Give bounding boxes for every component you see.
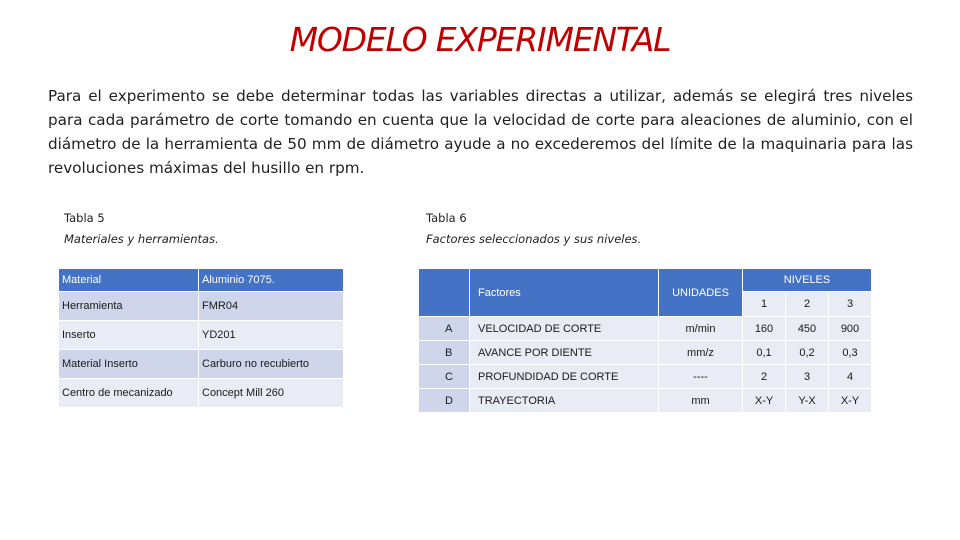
table-cell-label: Inserto (59, 321, 199, 350)
table-cell-level: 450 (786, 317, 829, 341)
table-header-unidades: UNIDADES (659, 269, 743, 317)
table-cell-code: D (419, 389, 470, 413)
table-cell-level: 0,1 (743, 341, 786, 365)
table-cell-code: B (419, 341, 470, 365)
table-row (59, 292, 344, 321)
table-cell-value: Concept Mill 260 (199, 379, 344, 408)
page-title: MODELO EXPERIMENTAL (289, 20, 671, 59)
table-row (59, 350, 344, 379)
table-header-factores: Factores (470, 269, 659, 317)
table-header-level: 2 (786, 292, 829, 317)
table-cell-level: X-Y (743, 389, 786, 413)
table-cell-code: A (419, 317, 470, 341)
table-cell-unit: mm (659, 389, 743, 413)
table-header-empty (419, 269, 470, 317)
table-cell-level: 3 (786, 365, 829, 389)
table-cell-unit: m/min (659, 317, 743, 341)
materials-table (58, 268, 344, 408)
table-cell-level: 2 (743, 365, 786, 389)
table-row (419, 317, 872, 341)
table-cell-unit: ---- (659, 365, 743, 389)
table-cell-unit: mm/z (659, 341, 743, 365)
table-cell-level: 0,3 (829, 341, 872, 365)
table-cell-level: X-Y (829, 389, 872, 413)
table-cell-level: 0,2 (786, 341, 829, 365)
table-row (59, 321, 344, 350)
table-header-row (419, 269, 872, 292)
table-cell-level: Y-X (786, 389, 829, 413)
table-cell-label: Herramienta (59, 292, 199, 321)
table5-caption (64, 208, 219, 250)
table-cell-factor: TRAYECTORIA (470, 389, 659, 413)
table-cell-value: Carburo no recubierto (199, 350, 344, 379)
intro-paragraph: Para el experimento se debe determinar todas las variables directas a utilizar, además se elegirá tres niveles para cada parámetro de corte tomando en cuenta que la velocidad de corte para aleaciones de aluminio, con el diámetro de la herramienta de 50 mm de diámetro ayude a no excederemos del límite de la maquinaria para las revoluciones máximas del husillo en rpm. (48, 87, 913, 177)
table-cell-level: 4 (829, 365, 872, 389)
table-row (59, 379, 344, 408)
table-row (419, 341, 872, 365)
table-cell-value: FMR04 (199, 292, 344, 321)
table-cell-code: C (419, 365, 470, 389)
table-header-level: 3 (829, 292, 872, 317)
table6-caption (426, 208, 641, 250)
table-cell-label: Material Inserto (59, 350, 199, 379)
table-cell-label: Material (59, 269, 199, 292)
factors-table (418, 268, 872, 413)
table6-caption-subtitle: Factores seleccionados y sus niveles. (426, 232, 642, 246)
table-row (419, 365, 872, 389)
table-cell-level: 900 (829, 317, 872, 341)
table-cell-level: 160 (743, 317, 786, 341)
table-cell-value: Aluminio 7075. (199, 269, 344, 292)
table-row (59, 269, 344, 292)
table-cell-factor: VELOCIDAD DE CORTE (470, 317, 659, 341)
table-row (419, 389, 872, 413)
table-cell-label: Centro de mecanizado (59, 379, 199, 408)
table5-caption-subtitle: Materiales y herramientas. (64, 232, 219, 246)
table-cell-factor: PROFUNDIDAD DE CORTE (470, 365, 659, 389)
table5-caption-title: Tabla 5 (64, 211, 105, 225)
table-header-level: 1 (743, 292, 786, 317)
table-header-niveles: NIVELES (743, 269, 872, 292)
table6-caption-title: Tabla 6 (426, 211, 467, 225)
table-cell-value: YD201 (199, 321, 344, 350)
table-cell-factor: AVANCE POR DIENTE (470, 341, 659, 365)
